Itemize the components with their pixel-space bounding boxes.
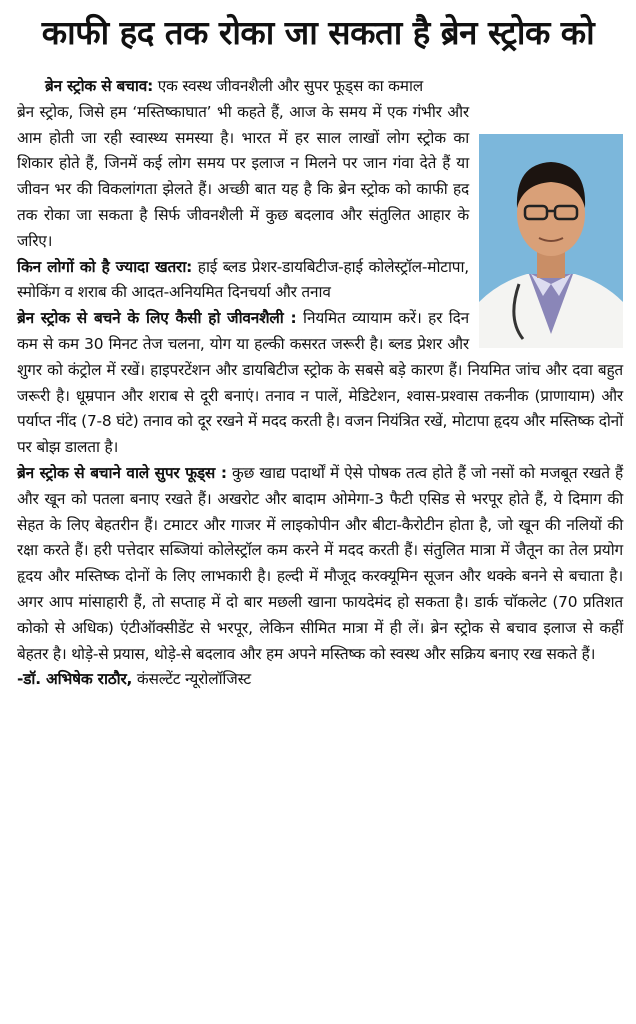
lifestyle-text: नियमित व्यायाम करें। हर दिन कम से कम 30 मिनट तेज चलना, योग या हल्की कसरत जरूरी है। ब्लड प्रेशर और शुगर को कंट्रोल में रखें। हाइपरटेंशन और डायबिटीज स्ट्रोक के सबसे बड़े कारण हैं। नियमित जांच और दवा बहुत जरूरी है। धूम्रपान और शराब से दूरी बनाएं। तनाव न पालें, मेडिटेशन, श्वास-प्रश्वास तकनीक (प्राणायाम) और पर्याप्त नींद (7-8 घंटे) तनाव को दूर रखने में मदद करती है। वजन नियंत्रित रखें, मोटापा हृदय और मस्तिष्क दोनों पर बोझ डालता है। <box>17 309 623 457</box>
lead-heading: ब्रेन स्ट्रोक से बचाव: <box>45 77 154 95</box>
lead-subtitle-line <box>17 74 623 100</box>
risk-text: हाई ब्लड प्रेशर-डायबिटीज-हाई कोलेस्ट्रॉल-मोटापा, स्मोकिंग व शराब की आदत-अनियमित दिनचर्या और तनाव <box>17 257 469 302</box>
byline-author: -डॉ. अभिषेक राठौर, <box>17 670 133 689</box>
superfoods-heading: ब्रेन स्ट्रोक से बचाने वाले सुपर फूड्स : <box>17 463 227 482</box>
superfoods-paragraph <box>17 461 623 667</box>
lifestyle-heading: ब्रेन स्ट्रोक से बचने के लिए कैसी हो जीवनशैली : <box>17 309 297 328</box>
risk-heading: किन लोगों को है ज्यादा खतरा: <box>17 257 193 276</box>
byline <box>17 667 623 693</box>
superfoods-text: कुछ खाद्य पदार्थों में ऐसे पोषक तत्व होते हैं जो नसों को मजबूत रखते हैं और खून को पतला बनाए रखते हैं। अखरोट और बादाम ओमेगा-3 फैटी एसिड से भरपूर होते हैं, ये दिमाग की सेहत के लिए बेहतरीन हैं। टमाटर और गाजर में लाइकोपीन और बीटा-कैरोटीन होता है, जो खून की नलियों की रक्षा करते हैं। हरी पत्तेदार सब्जियां कोलेस्ट्रॉल कम करने में मदद करती हैं। संतुलित मात्रा में जैतून का तेल प्रयोग हृदय और मस्तिष्क दोनों के लिए लाभकारी है। हल्दी में मौजूद करक्यूमिन सूजन और थक्के बनने से बचाता है। अगर आप मांसाहारी हैं, तो सप्ताह में दो बार मछली खाना फायदेमंद हो सकता है। डार्क चॉकलेट (70 प्रतिशत कोको से अधिक) एंटीऑक्सीडेंट से भरपूर, लेकिन सीमित मात्रा में ही लें। ब्रेन स्ट्रोक से बचाव इलाज से कहीं बेहतर है। थोड़े-से प्रयास, थोड़े-से बदलाव और हम अपने मस्तिष्क को स्वस्थ और सक्रिय बनाए रख सकते हैं। <box>17 463 623 663</box>
article-body <box>17 74 623 693</box>
byline-role: कंसल्टेंट न्यूरोलॉजिस्ट <box>136 670 251 689</box>
lead-subtitle: एक स्वस्थ जीवनशैली और सुपर फूड्स का कमाल <box>157 77 423 95</box>
lead-paragraph: ब्रेन स्ट्रोक, जिसे हम ‘मस्तिष्काघात’ भी कहते हैं, आज के समय में एक गंभीर और आम होती जा रही स्वास्थ्य समस्या है। भारत में हर साल लाखों लोग स्ट्रोक का शिकार होते हैं, जिनमें कई लोग समय पर इलाज न मिलने पर जान गंवा देते हैं या जीवन भर की विकलांगता झेलते हैं। अच्छी बात यह है कि ब्रेन स्ट्रोक को काफी हद तक रोका जा सकता है सिर्फ जीवनशैली में कुछ बदलाव और संतुलित आहार के जरिए। <box>17 102 469 250</box>
doctor-portrait-icon <box>479 134 623 348</box>
headline: काफी हद तक रोका जा सकता है ब्रेन स्ट्रोक को <box>41 13 595 52</box>
